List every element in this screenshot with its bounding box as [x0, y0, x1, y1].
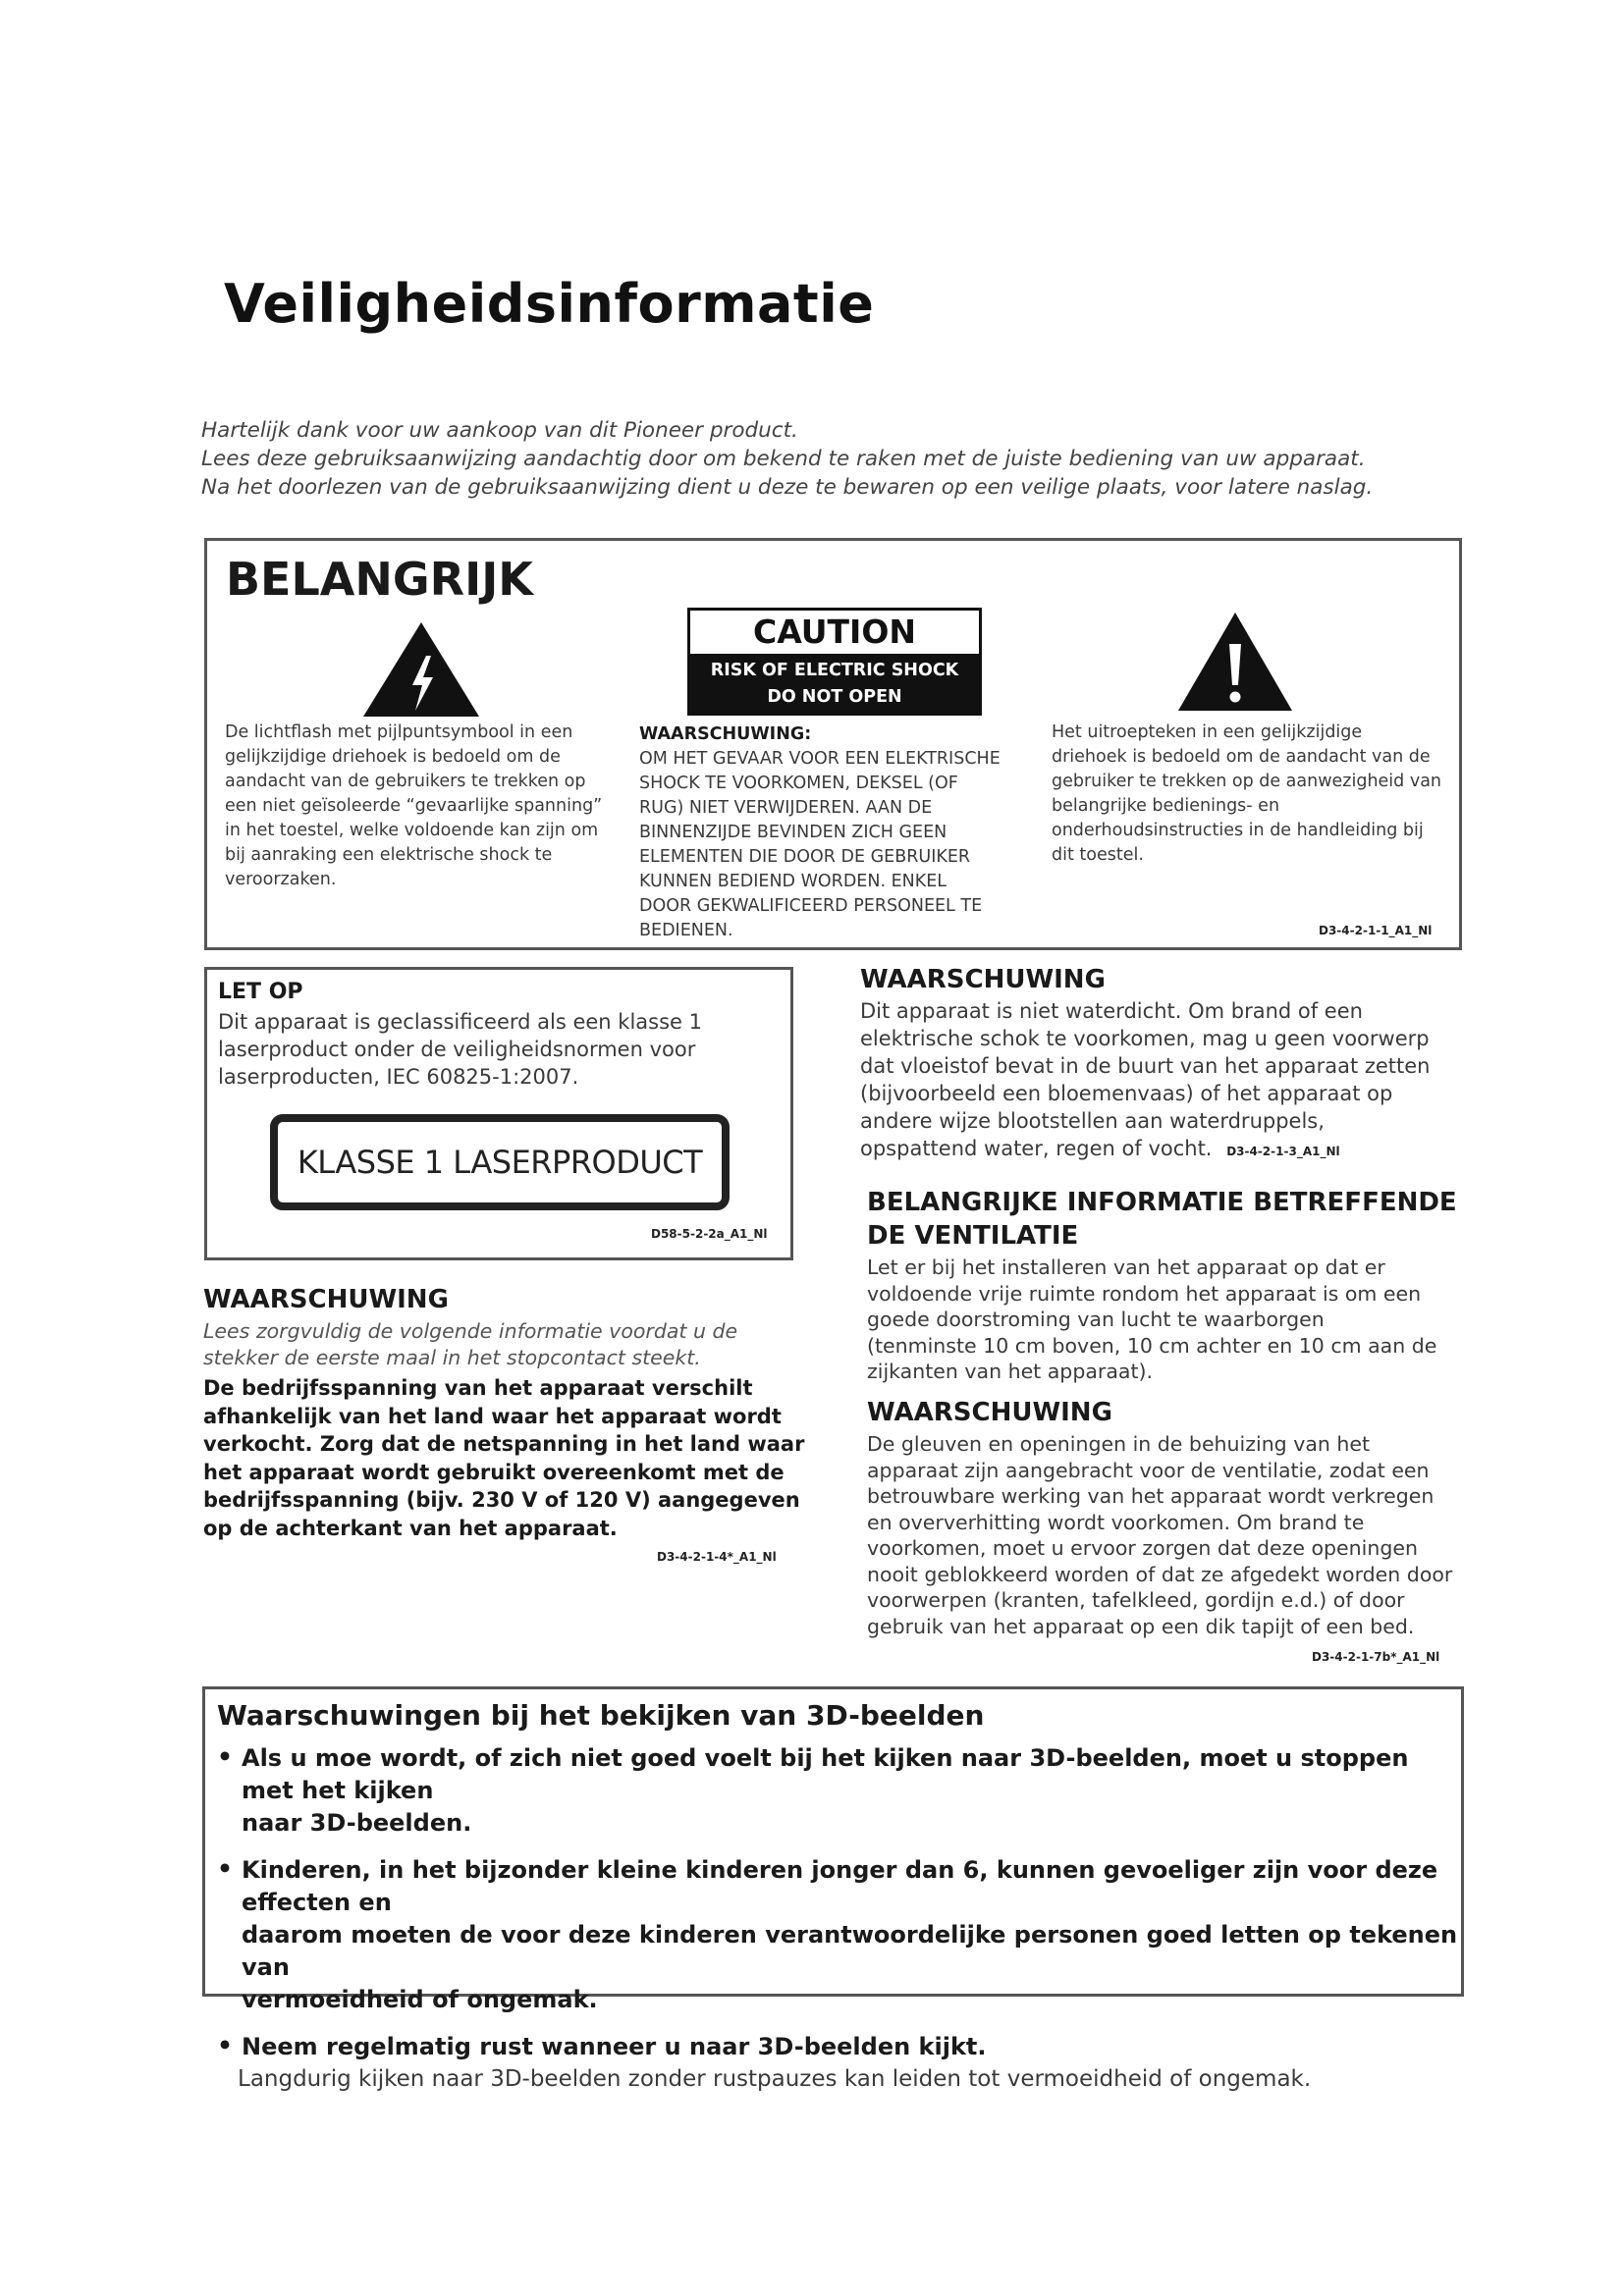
list-item: • Neem regelmatig rust wanneer u naar 3D-beelden kijkt. Langdurig kijken naar 3D-beelden zonder rustpauzes kan leiden tot vermoeidheid of ongemak.	[217, 2031, 1312, 2092]
belangrijk-heading: BELANGRIJK	[226, 553, 533, 606]
list-item: • Kinderen, in het bijzonder kleine kinderen jonger dan 6, kunnen gevoeliger zijn voor deze effecten en daarom moeten de voor deze kinderen verantwoordelijke personen goed letten op tekenen van vermoeidheid of ongemak.	[217, 1854, 1458, 2013]
ventilation-text: Let er bij het installeren van het apparaat op dat er voldoende vrije ruimte rondom het apparaat is om een goede doorstroming van lucht te waarborgen (tenminste 10 cm boven, 10 cm achter en 10 cm aan de zijkanten van het apparaat).	[867, 1255, 1437, 1383]
water-warning-text: Dit apparaat is niet waterdicht. Om brand of een elektrische schok te voorkomen, mag u geen voorwerp dat vloeistof bevat in de buurt van het apparaat zetten (bijvoorbeeld een bloemenvaas) of het apparaat op andere wijze blootstellen aan waterdruppels, opspattend water, regen of vocht. D3-4-2-1-3_A1_Nl	[860, 999, 1431, 1160]
intro-line: Lees deze gebruiksaanwijzing aandachtig door om bekend te raken met de juiste bediening van uw apparaat.	[201, 447, 1366, 471]
document-code: D3-4-2-1-3_A1_Nl	[1226, 1145, 1340, 1158]
intro-text	[201, 416, 1380, 502]
ventilation-heading: BELANGRIJKE INFORMATIE BETREFFENDE DE VENTILATIE	[867, 1188, 1457, 1251]
waarschuwing-intro: Lees zorgvuldig de volgende informatie voordat u de stekker de eerste maal in het stopcontact steekt.	[203, 1319, 738, 1369]
document-code: D3-4-2-1-4*_A1_Nl	[657, 1550, 777, 1564]
3d-warnings-heading: Waarschuwingen bij het bekijken van 3D-beelden	[217, 1699, 985, 1732]
3d-warnings-list	[203, 1742, 1460, 2109]
waarschuwing-heading: WAARSCHUWING	[867, 1398, 1112, 1427]
document-code: D58-5-2-2a_A1_Nl	[651, 1227, 768, 1241]
waarschuwing-heading: WAARSCHUWING	[860, 965, 1106, 994]
caution-subtitle: RISK OF ELECTRIC SHOCK DO NOT OPEN	[690, 654, 979, 713]
exclamation-warning-icon	[1176, 611, 1294, 713]
caution-title: CAUTION	[753, 613, 916, 651]
page-title: Veiligheidsinformatie	[224, 273, 875, 335]
waarschuwing-heading: WAARSCHUWING	[203, 1285, 449, 1314]
caution-description: WAARSCHUWING: OM HET GEVAAR VOOR EEN ELEKTRISCHE SHOCK TE VOORKOMEN, DEKSEL (OF RUG) NIET VERWIJDEREN. AAN DE BINNENZIJDE BEVINDEN ZICH GEEN ELEMENTEN DIE DOOR DE GEBRUIKER KUNNEN BEDIEND WORDEN. ENKEL DOOR GEKWALIFICEERD PERSONEEL TE BEDIENEN.	[639, 722, 1052, 943]
let-op-text: Dit apparaat is geclassificeerd als een klasse 1 laserproduct onder de veiligheidsnormen voor laserproducten, IEC 60825-1:2007.	[218, 1010, 702, 1089]
let-op-heading: LET OP	[218, 980, 303, 1004]
laser-class-label: KLASSE 1 LASERPRODUCT	[270, 1114, 730, 1210]
intro-line: Na het doorlezen van de gebruiksaanwijzing dient u deze te bewaren op een veilige plaats, voor latere naslag.	[201, 475, 1374, 500]
document-code: D3-4-2-1-1_A1_Nl	[1319, 924, 1433, 937]
lightning-warning-icon	[361, 620, 481, 719]
caution-warning-label: WAARSCHUWING:	[639, 724, 812, 744]
ventilation-warning-text: De gleuven en openingen in de behuizing van het apparaat zijn aangebracht voor de ventilatie, zodat een betrouwbare werking van het apparaat wordt verkregen en oververhitting wordt voorkomen. Om brand te voorkomen, moet u ervoor zorgen dat deze openingen nooit geblokkeerd worden of dat ze afgedekt worden door voorwerpen (kranten, tafelkleed, gordijn e.d.) of door gebruik van het apparaat op een dik tapijt of een bed.	[867, 1432, 1453, 1638]
list-item: • Als u moe wordt, of zich niet goed voelt bij het kijken naar 3D-beelden, moet u stoppen met het kijken naar 3D-beelden.	[217, 1742, 1409, 1837]
document-code: D3-4-2-1-7b*_A1_Nl	[1312, 1650, 1440, 1664]
intro-line: Hartelijk dank voor uw aankoop van dit Pioneer product.	[201, 418, 798, 443]
voltage-warning: De bedrijfsspanning van het apparaat verschilt afhankelijk van het land waar het apparaat wordt verkocht. Zorg dat de netspanning in het land waar het apparaat wordt gebruikt overeenkomt met de bedrijfsspanning (bijv. 230 V of 120 V) aangegeven op de achterkant van het apparaat.	[203, 1376, 805, 1540]
caution-label	[687, 608, 982, 716]
exclamation-description: Het uitroepteken in een gelijkzijdige driehoek is bedoeld om de aandacht van de gebruiker te trekken op de aanwezigheid van belangrijke bedienings- en onderhoudsinstructies in de handleiding bij dit toestel.	[1052, 722, 1442, 865]
lightning-description: De lichtflash met pijlpuntsymbool in een gelijkzijdige driehoek is bedoeld om de aandacht van de gebruikers te trekken op een niet geïsoleerde “gevaarlijke spanning” in het toestel, welke voldoende kan zijn om bij aanraking een elektrische shock te veroorzaken.	[225, 722, 603, 889]
